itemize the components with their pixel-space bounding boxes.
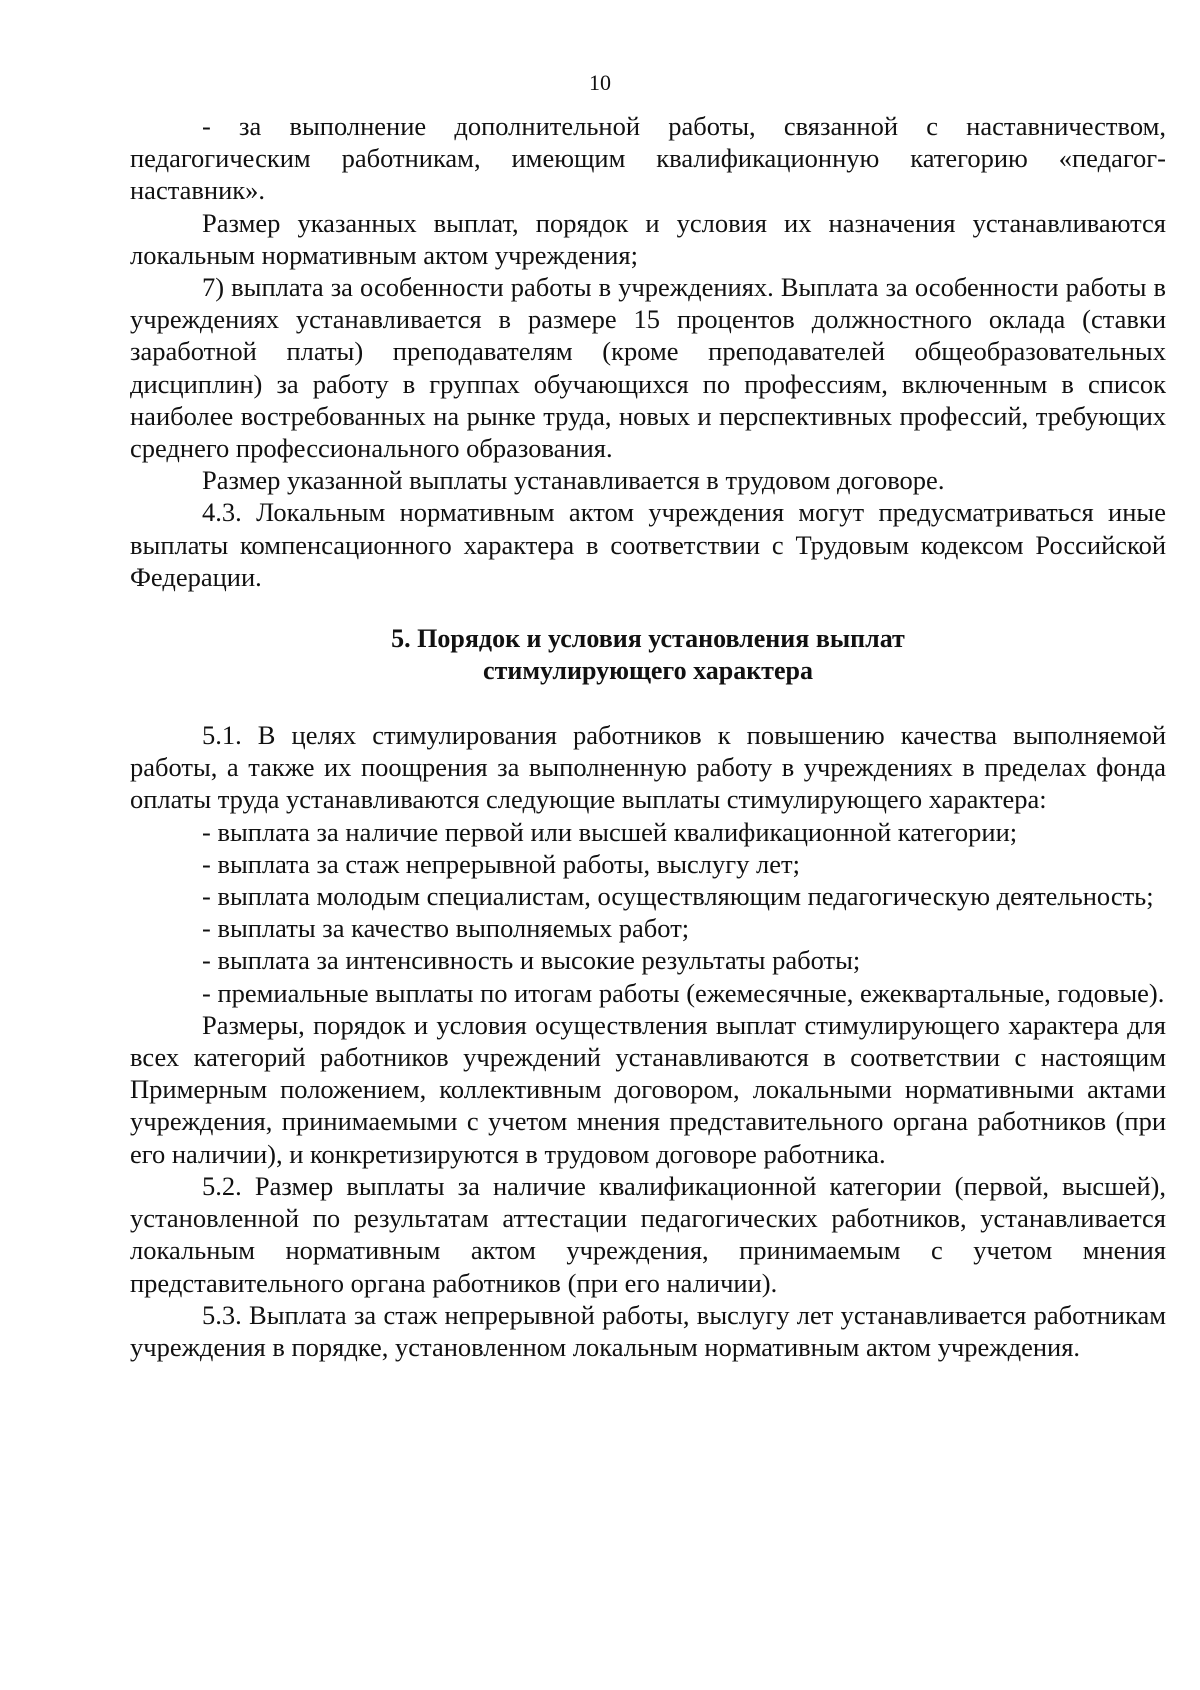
- list-item-quality: - выплаты за качество выполняемых работ;: [202, 913, 690, 944]
- page-number: 10: [589, 70, 611, 95]
- list-item-qualification: - выплата за наличие первой или высшей квалификационной категории;: [202, 816, 1018, 847]
- paragraph-item-7: 7) выплата за особенности работы в учреждениях. Выплата за особенности работы в учреждениях устанавливается в размере 15 процентов должностного оклада (ставки заработной платы) преподавателям (кроме преподавателей общеобразовательных дисциплин) за работу в группах обучающихся по профессиям, включенным в список наиболее востребованных на рынке труда, новых и перспективных профессий, требующих среднего профессионального образования.: [130, 272, 1166, 464]
- document-body: [130, 110, 1166, 1363]
- list-item-seniority: - выплата за стаж непрерывной работы, выслугу лет;: [202, 848, 800, 879]
- paragraph-5-1: 5.1. В целях стимулирования работников к повышению качества выполняемой работы, а также их поощрения за выполненную работу в учреждениях в пределах фонда оплаты труда устанавливаются следующие выплаты стимулирующего характера:: [130, 720, 1166, 815]
- paragraph-sizes-procedure: Размеры, порядок и условия осуществления выплат стимулирующего характера для всех категорий работников учреждений устанавливаются в соответствии с настоящим Примерным положением, коллективным договором, локальными нормативными актами учреждения, принимаемыми с учетом мнения представительного органа работников (при его наличии), и конкретизируются в трудовом договоре работника.: [130, 1009, 1166, 1169]
- paragraph-5-2: 5.2. Размер выплаты за наличие квалификационной категории (первой, высшей), установленной по результатам аттестации педагогических работников, устанавливается локальным нормативным актом учреждения, принимаемым с учетом мнения представительного органа работников (при его наличии).: [130, 1170, 1166, 1298]
- paragraph-4-3: 4.3. Локальным нормативным актом учреждения могут предусматриваться иные выплаты компенсационного характера в соответствии с Трудовым кодексом Российской Федерации.: [130, 497, 1166, 592]
- paragraph-contract-size: Размер указанной выплаты устанавливается в трудовом договоре.: [202, 465, 945, 496]
- paragraph-mentoring-payment: - за выполнение дополнительной работы, связанной с наставничеством, педагогическим работникам, имеющим квалификационную категорию «педагог-наставник».: [130, 111, 1166, 206]
- list-item-young-specialists: - выплата молодым специалистам, осуществляющим педагогическую деятельность;: [202, 881, 1154, 912]
- list-item-bonuses: - премиальные выплаты по итогам работы (ежемесячные, ежеквартальные, годовые).: [202, 977, 1165, 1008]
- section-heading-line-2: стимулирующего характера: [483, 656, 813, 686]
- list-item-intensity: - выплата за интенсивность и высокие результаты работы;: [202, 945, 861, 976]
- paragraph-5-3: 5.3. Выплата за стаж непрерывной работы, выслугу лет устанавливается работникам учреждения в порядке, установленном локальным нормативным актом учреждения.: [130, 1299, 1166, 1362]
- section-heading: [130, 623, 1166, 687]
- paragraph-payment-size: Размер указанных выплат, порядок и условия их назначения устанавливаются локальным нормативным актом учреждения;: [130, 207, 1166, 270]
- section-heading-line-1: 5. Порядок и условия установления выплат: [391, 624, 905, 654]
